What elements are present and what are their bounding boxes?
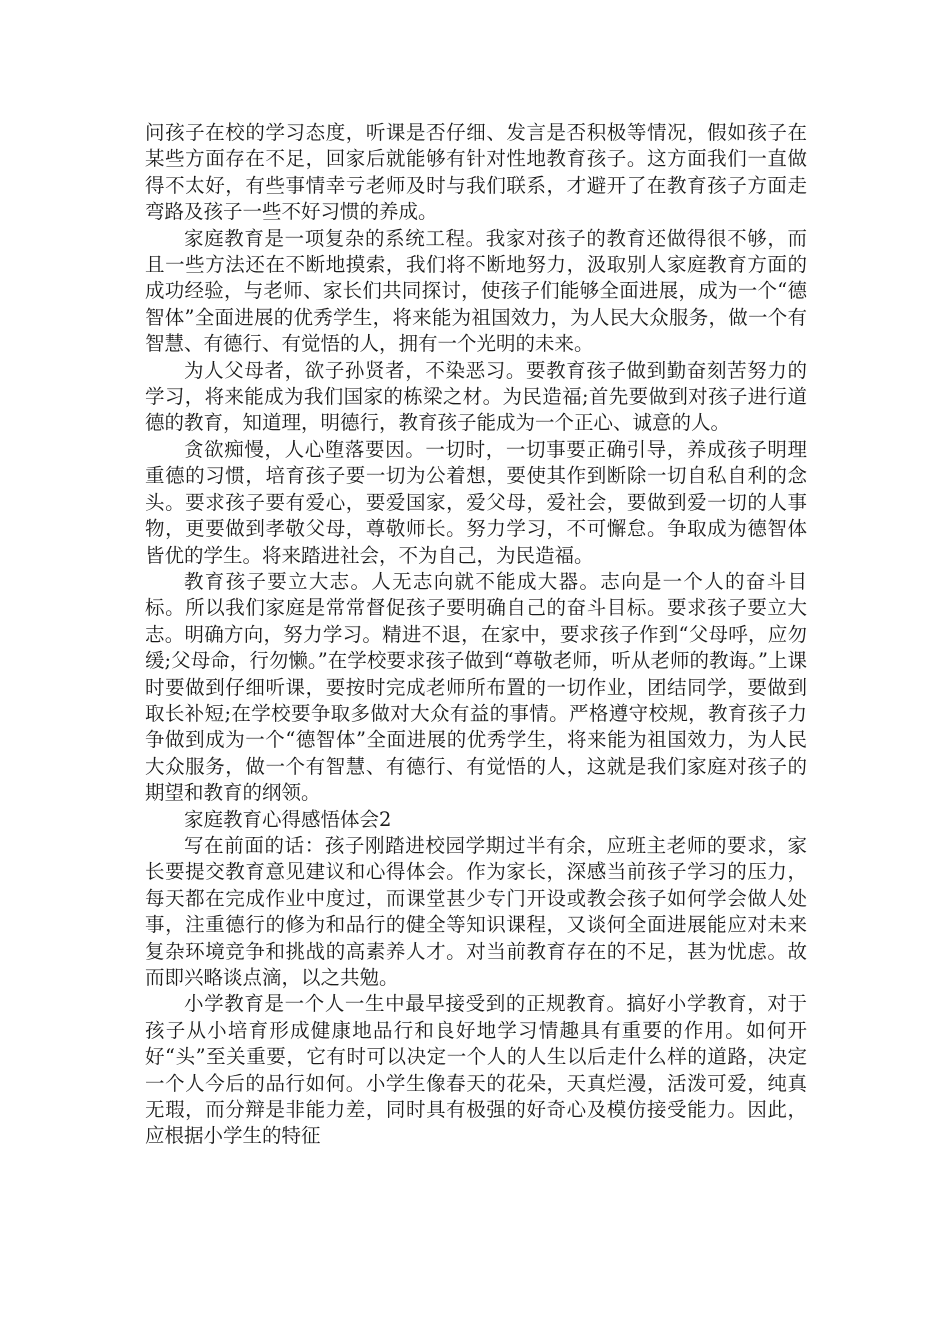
body-paragraph-1: 问孩子在校的学习态度，听课是否仔细、发言是否积极等情况，假如孩子在某些方面存在不足，回家后就能够有针对性地教育孩子。这方面我们一直做得不太好，有些事情幸亏老师及时与我们联系，才避开了在教育孩子方面走弯路及孩子一些不好习惯的养成。 (145, 121, 807, 224)
body-paragraph-3: 为人父母者，欲子孙贤者，不染恶习。要教育孩子做到勤奋刻苦努力的学习，将来能成为我们国家的栋梁之材。为民造福;首先要做到对孩子进行道德的教育，知道理，明德行，教育孩子能成为一个正心、诚意的人。 (145, 358, 807, 435)
body-paragraph-6: 写在前面的话：孩子刚踏进校园学期过半有余，应班主老师的要求，家长要提交教育意见建议和心得体会。作为家长，深感当前孩子学习的压力，每天都在完成作业中度过，而课堂甚少专门开设或教会孩子如何学会做人处事，注重德行的修为和品行的健全等知识课程，又谈何全面进展能应对未来复杂环境竞争和挑战的高素养人才。对当前教育存在的不足，甚为忧虑。故而即兴略谈点滴，以之共勉。 (145, 833, 807, 989)
body-paragraph-7: 小学教育是一个人一生中最早接受到的正规教育。搞好小学教育，对于孩子从小培育形成健康地品行和良好地学习情趣具有重要的作用。如何开好“头”至关重要，它有时可以决定一个人的人生以后走什么样的道路，决定一个人今后的品行如何。小学生像春天的花朵，天真烂漫，活泼可爱，纯真无瑕，而分辩是非能力差，同时具有极强的好奇心及模仿接受能力。因此，应根据小学生的特征 (145, 992, 807, 1148)
body-paragraph-5: 教育孩子要立大志。人无志向就不能成大器。志向是一个人的奋斗目标。所以我们家庭是常常督促孩子要明确自己的奋斗目标。要求孩子要立大志。明确方向，努力学习。精进不退，在家中，要求孩子作到“父母呼，应勿缓;父母命，行勿懒。”在学校要求孩子做到“尊敬老师，听从老师的教诲。”上课时要做到仔细听课，要按时完成老师所布置的一切作业，团结同学，要做到取长补短;在学校要争取多做对大众有益的事情。严格遵守校规，教育孩子力争做到成为一个“德智体”全面进展的优秀学生，将来能为祖国效力，为人民大众服务，做一个有智慧、有德行、有觉悟的人，这就是我们家庭对孩子的期望和教育的纲领。 (145, 569, 807, 805)
section-heading: 家庭教育心得感悟体会2 (184, 807, 392, 831)
body-paragraph-4: 贪欲痴慢，人心堕落要因。一切时，一切事要正确引导，养成孩子明理重德的习惯，培育孩子要一切为公着想，要使其作到断除一切自私自利的念头。要求孩子要有爱心，要爱国家，爱父母，爱社会，要做到爱一切的人事物，更要做到孝敬父母，尊敬师长。努力学习，不可懈怠。争取成为德智体皆优的学生。将来踏进社会，不为自己，为民造福。 (145, 437, 807, 567)
document-page (145, 120, 807, 1150)
body-paragraph-2: 家庭教育是一项复杂的系统工程。我家对孩子的教育还做得很不够，而且一些方法还在不断地摸索，我们将不断地努力，汲取别人家庭教育方面的成功经验，与老师、家长们共同探讨，使孩子们能够全面进展，成为一个“德智体”全面进展的优秀学生，将来能为祖国效力，为人民大众服务，做一个有智慧、有德行、有觉悟的人，拥有一个光明的未来。 (145, 226, 807, 356)
